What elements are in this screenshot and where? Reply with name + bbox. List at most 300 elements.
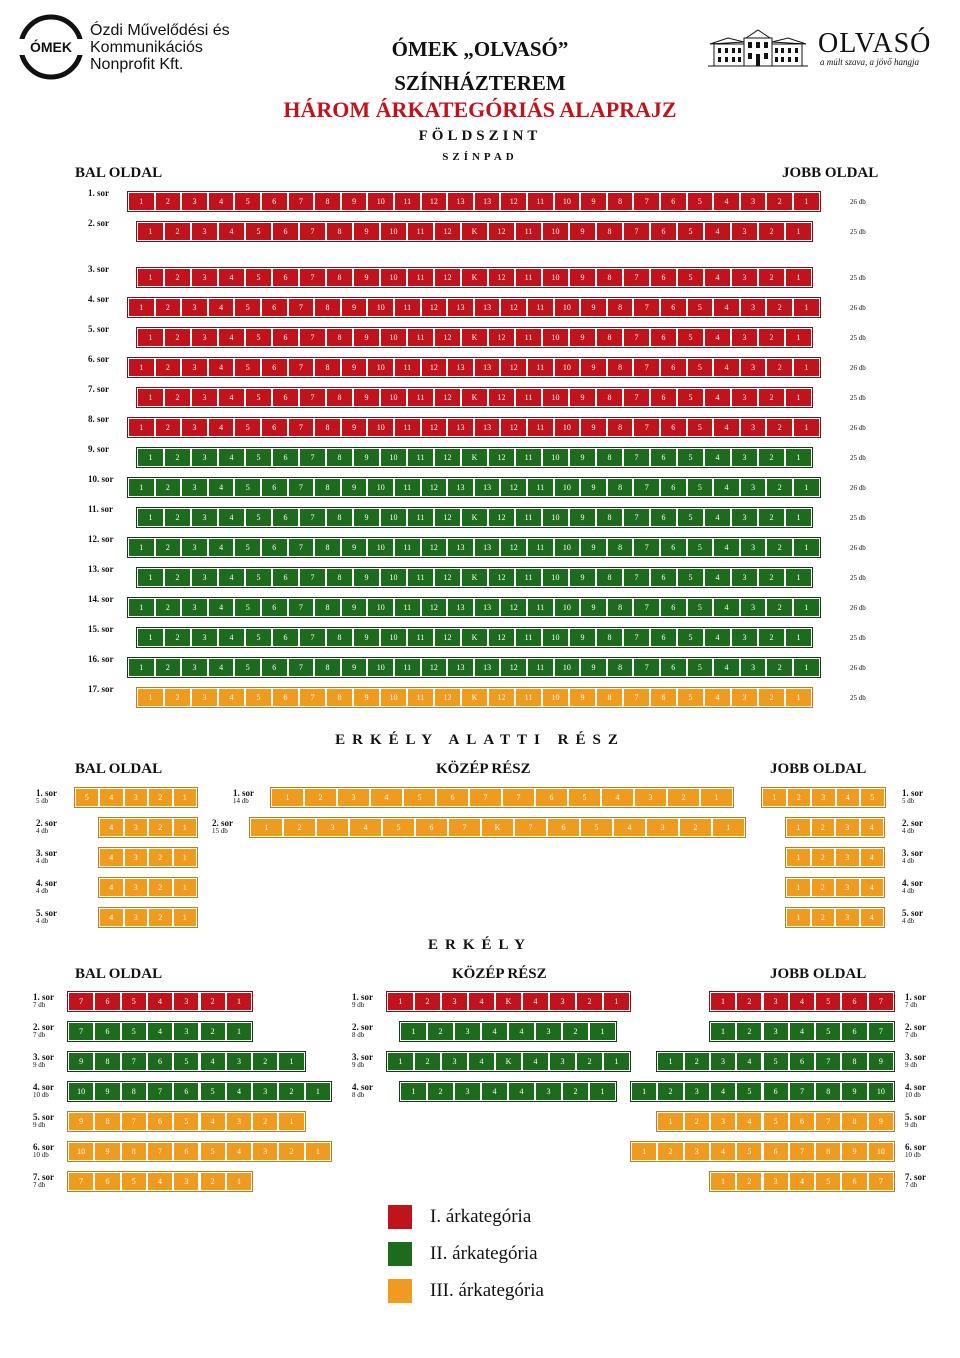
under-balcony-right-row-5-seat[interactable]: 1 [786, 908, 811, 927]
balcony-center-row-3-seat[interactable]: 4 [522, 1052, 549, 1071]
ground-row-5-seat[interactable]: 6 [650, 328, 677, 347]
balcony-left-row-3-seat[interactable]: 6 [147, 1052, 173, 1071]
ground-row-1-seat[interactable]: 10 [367, 192, 394, 211]
ground-row-10-seat[interactable]: 11 [394, 478, 421, 497]
balcony-right-row-3-seat[interactable]: 2 [684, 1052, 710, 1071]
ground-row-5-seat[interactable]: 2 [758, 328, 785, 347]
ground-row-3-seat[interactable]: 6 [272, 268, 299, 287]
ground-row-14-seat[interactable]: 2 [155, 598, 182, 617]
ground-row-12-seat[interactable]: 13 [474, 538, 501, 557]
ground-row-7-seat[interactable]: K [461, 388, 488, 407]
balcony-right-row-3-seat[interactable]: 7 [815, 1052, 841, 1071]
ground-row-12-seat[interactable]: 4 [208, 538, 235, 557]
ground-row-8-seat[interactable]: 1 [793, 418, 820, 437]
balcony-center-row-1-seat[interactable]: 1 [387, 992, 414, 1011]
ground-row-4-seat[interactable]: 4 [208, 298, 235, 317]
balcony-center-row-3-seat[interactable]: 3 [441, 1052, 468, 1071]
balcony-right-row-2-seat[interactable]: 2 [736, 1022, 762, 1041]
ground-row-4-seat[interactable]: 1 [128, 298, 155, 317]
ground-row-16-seat[interactable]: 1 [128, 658, 155, 677]
ground-row-3-seat[interactable]: 4 [704, 268, 731, 287]
ground-row-4-seat[interactable]: 7 [288, 298, 315, 317]
ground-row-15-seat[interactable]: 3 [731, 628, 758, 647]
ground-row-17-seat[interactable]: 4 [704, 688, 731, 707]
ground-row-4-seat[interactable]: 9 [580, 298, 607, 317]
balcony-right-row-1-seat[interactable]: 2 [736, 992, 762, 1011]
under-balcony-center-row-2-seat[interactable]: 7 [448, 818, 481, 837]
ground-row-8-seat[interactable]: 13 [447, 418, 474, 437]
ground-row-9-seat[interactable]: 12 [434, 448, 461, 467]
ground-row-1-seat[interactable]: 2 [766, 192, 793, 211]
under-balcony-left-row-5-seat[interactable]: 4 [99, 908, 124, 927]
ground-row-3-seat[interactable]: 12 [434, 268, 461, 287]
ground-row-6-seat[interactable]: 8 [314, 358, 341, 377]
ground-row-8-seat[interactable]: 5 [687, 418, 714, 437]
balcony-right-row-7-seat[interactable]: 2 [736, 1172, 762, 1191]
ground-row-15-seat[interactable]: 10 [380, 628, 407, 647]
balcony-right-row-6-seat[interactable]: 1 [631, 1142, 657, 1161]
ground-row-6-seat[interactable]: 7 [633, 358, 660, 377]
ground-row-3-seat[interactable]: 12 [488, 268, 515, 287]
balcony-right-row-3-seat[interactable]: 1 [657, 1052, 683, 1071]
ground-row-7-seat[interactable]: 1 [785, 388, 812, 407]
ground-row-7-seat[interactable]: 3 [731, 388, 758, 407]
ground-row-2-seat[interactable]: 5 [677, 222, 704, 241]
under-balcony-right-row-1-seat[interactable]: 4 [836, 788, 861, 807]
ground-row-13-seat[interactable]: 1 [137, 568, 164, 587]
ground-row-10-seat[interactable]: 5 [234, 478, 261, 497]
ground-row-4-seat[interactable]: 6 [261, 298, 288, 317]
ground-row-6-seat[interactable]: 11 [394, 358, 421, 377]
ground-row-11-seat[interactable]: 9 [569, 508, 596, 527]
under-balcony-right-row-5-seat[interactable]: 3 [835, 908, 860, 927]
under-balcony-left-row-5-seat[interactable]: 2 [148, 908, 173, 927]
ground-row-11-seat[interactable]: 2 [164, 508, 191, 527]
ground-row-5-seat[interactable]: 5 [677, 328, 704, 347]
balcony-left-row-5-seat[interactable]: 1 [278, 1112, 304, 1131]
balcony-right-row-2-seat[interactable]: 3 [763, 1022, 789, 1041]
ground-row-16-seat[interactable]: 2 [155, 658, 182, 677]
ground-row-16-seat[interactable]: 4 [713, 658, 740, 677]
ground-row-1-seat[interactable]: 8 [314, 192, 341, 211]
balcony-left-row-2-seat[interactable]: 5 [121, 1022, 147, 1041]
ground-row-1-seat[interactable]: 5 [687, 192, 714, 211]
ground-row-11-seat[interactable]: 1 [137, 508, 164, 527]
balcony-right-row-5-seat[interactable]: 2 [684, 1112, 710, 1131]
ground-row-3-seat[interactable]: 1 [785, 268, 812, 287]
ground-row-3-seat[interactable]: 2 [758, 268, 785, 287]
ground-row-8-seat[interactable]: 8 [607, 418, 634, 437]
ground-row-11-seat[interactable]: 3 [191, 508, 218, 527]
ground-row-4-seat[interactable]: 13 [474, 298, 501, 317]
balcony-center-row-4-seat[interactable]: 4 [508, 1082, 535, 1101]
ground-row-13-seat[interactable]: 8 [326, 568, 353, 587]
ground-row-7-seat[interactable]: 5 [245, 388, 272, 407]
ground-row-2-seat[interactable]: 7 [299, 222, 326, 241]
under-balcony-center-row-2-seat[interactable]: 5 [382, 818, 415, 837]
balcony-left-row-3-seat[interactable]: 1 [278, 1052, 304, 1071]
ground-row-15-seat[interactable]: 5 [245, 628, 272, 647]
under-balcony-left-row-1-seat[interactable]: 4 [99, 788, 124, 807]
under-balcony-center-row-2-seat[interactable]: 6 [547, 818, 580, 837]
ground-row-14-seat[interactable]: 1 [128, 598, 155, 617]
ground-row-3-seat[interactable]: 6 [650, 268, 677, 287]
ground-row-16-seat[interactable]: 6 [660, 658, 687, 677]
ground-row-9-seat[interactable]: 6 [272, 448, 299, 467]
ground-row-4-seat[interactable]: 5 [687, 298, 714, 317]
balcony-center-row-4-seat[interactable]: 3 [454, 1082, 481, 1101]
ground-row-9-seat[interactable]: 2 [164, 448, 191, 467]
ground-row-6-seat[interactable]: 5 [234, 358, 261, 377]
ground-row-8-seat[interactable]: 3 [740, 418, 767, 437]
ground-row-5-seat[interactable]: 10 [542, 328, 569, 347]
ground-row-1-seat[interactable]: 5 [234, 192, 261, 211]
ground-row-12-seat[interactable]: 6 [261, 538, 288, 557]
under-balcony-right-row-5-seat[interactable]: 2 [811, 908, 836, 927]
ground-row-15-seat[interactable]: 12 [488, 628, 515, 647]
balcony-left-row-4-seat[interactable]: 9 [94, 1082, 120, 1101]
ground-row-1-seat[interactable]: 4 [208, 192, 235, 211]
balcony-right-row-1-seat[interactable]: 4 [789, 992, 815, 1011]
ground-row-3-seat[interactable]: 2 [164, 268, 191, 287]
balcony-left-row-2-seat[interactable]: 6 [94, 1022, 120, 1041]
ground-row-1-seat[interactable]: 8 [607, 192, 634, 211]
ground-row-9-seat[interactable]: 8 [596, 448, 623, 467]
under-balcony-center-row-2-seat[interactable]: K [481, 818, 514, 837]
balcony-right-row-5-seat[interactable]: 3 [710, 1112, 736, 1131]
ground-row-5-seat[interactable]: 2 [164, 328, 191, 347]
ground-row-8-seat[interactable]: 10 [367, 418, 394, 437]
balcony-right-row-4-seat[interactable]: 10 [868, 1082, 894, 1101]
ground-row-12-seat[interactable]: 5 [687, 538, 714, 557]
balcony-center-row-1-seat[interactable]: K [495, 992, 522, 1011]
balcony-left-row-6-seat[interactable]: 9 [94, 1142, 120, 1161]
ground-row-1-seat[interactable]: 11 [527, 192, 554, 211]
ground-row-13-seat[interactable]: 6 [650, 568, 677, 587]
balcony-left-row-6-seat[interactable]: 2 [278, 1142, 304, 1161]
under-balcony-left-row-4-seat[interactable]: 1 [173, 878, 198, 897]
under-balcony-center-row-1-seat[interactable]: 3 [634, 788, 667, 807]
ground-row-10-seat[interactable]: 10 [367, 478, 394, 497]
ground-row-5-seat[interactable]: 1 [137, 328, 164, 347]
ground-row-10-seat[interactable]: 12 [500, 478, 527, 497]
balcony-right-row-3-seat[interactable]: 8 [841, 1052, 867, 1071]
ground-row-2-seat[interactable]: 2 [164, 222, 191, 241]
balcony-center-row-4-seat[interactable]: 1 [589, 1082, 616, 1101]
ground-row-12-seat[interactable]: 2 [766, 538, 793, 557]
ground-row-2-seat[interactable]: K [461, 222, 488, 241]
ground-row-2-seat[interactable]: 5 [245, 222, 272, 241]
ground-row-9-seat[interactable]: 5 [245, 448, 272, 467]
balcony-left-row-5-seat[interactable]: 8 [94, 1112, 120, 1131]
under-balcony-center-row-1-seat[interactable]: 5 [403, 788, 436, 807]
balcony-left-row-1-seat[interactable]: 3 [173, 992, 199, 1011]
ground-row-10-seat[interactable]: 12 [421, 478, 448, 497]
ground-row-5-seat[interactable]: 9 [353, 328, 380, 347]
ground-row-15-seat[interactable]: 7 [299, 628, 326, 647]
balcony-right-row-6-seat[interactable]: 5 [736, 1142, 762, 1161]
ground-row-8-seat[interactable]: 10 [554, 418, 581, 437]
ground-row-16-seat[interactable]: 4 [208, 658, 235, 677]
ground-row-3-seat[interactable]: 9 [569, 268, 596, 287]
ground-row-12-seat[interactable]: 11 [527, 538, 554, 557]
ground-row-11-seat[interactable]: 8 [326, 508, 353, 527]
ground-row-14-seat[interactable]: 8 [314, 598, 341, 617]
under-balcony-right-row-2-seat[interactable]: 2 [811, 818, 836, 837]
ground-row-3-seat[interactable]: 7 [299, 268, 326, 287]
ground-row-17-seat[interactable]: 1 [137, 688, 164, 707]
ground-row-11-seat[interactable]: 12 [434, 508, 461, 527]
ground-row-6-seat[interactable]: 9 [580, 358, 607, 377]
ground-row-13-seat[interactable]: 10 [542, 568, 569, 587]
ground-row-15-seat[interactable]: 7 [623, 628, 650, 647]
ground-row-6-seat[interactable]: 10 [554, 358, 581, 377]
ground-row-12-seat[interactable]: 10 [554, 538, 581, 557]
ground-row-12-seat[interactable]: 9 [341, 538, 368, 557]
balcony-right-row-7-seat[interactable]: 1 [710, 1172, 736, 1191]
balcony-right-row-4-seat[interactable]: 8 [815, 1082, 841, 1101]
ground-row-12-seat[interactable]: 7 [633, 538, 660, 557]
balcony-center-row-4-seat[interactable]: 2 [427, 1082, 454, 1101]
ground-row-1-seat[interactable]: 7 [633, 192, 660, 211]
ground-row-2-seat[interactable]: 8 [596, 222, 623, 241]
under-balcony-left-row-1-seat[interactable]: 5 [75, 788, 100, 807]
ground-row-16-seat[interactable]: 9 [341, 658, 368, 677]
ground-row-13-seat[interactable]: 5 [245, 568, 272, 587]
balcony-right-row-4-seat[interactable]: 1 [631, 1082, 657, 1101]
ground-row-6-seat[interactable]: 4 [713, 358, 740, 377]
ground-row-9-seat[interactable]: 7 [299, 448, 326, 467]
ground-row-2-seat[interactable]: 9 [569, 222, 596, 241]
ground-row-4-seat[interactable]: 12 [500, 298, 527, 317]
ground-row-11-seat[interactable]: 11 [515, 508, 542, 527]
ground-row-3-seat[interactable]: 3 [731, 268, 758, 287]
ground-row-10-seat[interactable]: 9 [341, 478, 368, 497]
balcony-center-row-3-seat[interactable]: 1 [387, 1052, 414, 1071]
ground-row-8-seat[interactable]: 4 [713, 418, 740, 437]
ground-row-10-seat[interactable]: 9 [580, 478, 607, 497]
ground-row-5-seat[interactable]: 8 [326, 328, 353, 347]
ground-row-17-seat[interactable]: 3 [731, 688, 758, 707]
under-balcony-right-row-3-seat[interactable]: 2 [811, 848, 836, 867]
ground-row-12-seat[interactable]: 11 [394, 538, 421, 557]
ground-row-11-seat[interactable]: 6 [650, 508, 677, 527]
balcony-left-row-2-seat[interactable]: 4 [147, 1022, 173, 1041]
ground-row-15-seat[interactable]: 4 [218, 628, 245, 647]
balcony-right-row-6-seat[interactable]: 2 [657, 1142, 683, 1161]
ground-row-15-seat[interactable]: 3 [191, 628, 218, 647]
ground-row-6-seat[interactable]: 2 [766, 358, 793, 377]
ground-row-15-seat[interactable]: 2 [164, 628, 191, 647]
ground-row-13-seat[interactable]: 9 [569, 568, 596, 587]
ground-row-3-seat[interactable]: 7 [623, 268, 650, 287]
ground-row-14-seat[interactable]: 7 [633, 598, 660, 617]
ground-row-5-seat[interactable]: 1 [785, 328, 812, 347]
ground-row-6-seat[interactable]: 11 [527, 358, 554, 377]
ground-row-3-seat[interactable]: 8 [596, 268, 623, 287]
balcony-left-row-7-seat[interactable]: 7 [68, 1172, 94, 1191]
ground-row-4-seat[interactable]: 1 [793, 298, 820, 317]
ground-row-12-seat[interactable]: 9 [580, 538, 607, 557]
ground-row-1-seat[interactable]: 13 [447, 192, 474, 211]
ground-row-7-seat[interactable]: 2 [758, 388, 785, 407]
balcony-right-row-4-seat[interactable]: 6 [763, 1082, 789, 1101]
balcony-right-row-1-seat[interactable]: 7 [868, 992, 894, 1011]
ground-row-3-seat[interactable]: 10 [542, 268, 569, 287]
ground-row-3-seat[interactable]: 10 [380, 268, 407, 287]
ground-row-2-seat[interactable]: 4 [218, 222, 245, 241]
under-balcony-center-row-2-seat[interactable]: 2 [283, 818, 316, 837]
under-balcony-center-row-2-seat[interactable]: 4 [613, 818, 646, 837]
ground-row-15-seat[interactable]: 2 [758, 628, 785, 647]
balcony-left-row-7-seat[interactable]: 2 [200, 1172, 226, 1191]
under-balcony-right-row-2-seat[interactable]: 3 [835, 818, 860, 837]
ground-row-12-seat[interactable]: 3 [740, 538, 767, 557]
balcony-left-row-5-seat[interactable]: 5 [173, 1112, 199, 1131]
ground-row-10-seat[interactable]: 5 [687, 478, 714, 497]
balcony-center-row-1-seat[interactable]: 4 [522, 992, 549, 1011]
balcony-left-row-6-seat[interactable]: 8 [121, 1142, 147, 1161]
ground-row-8-seat[interactable]: 2 [155, 418, 182, 437]
under-balcony-left-row-2-seat[interactable]: 4 [99, 818, 124, 837]
under-balcony-center-row-1-seat[interactable]: 1 [700, 788, 733, 807]
under-balcony-center-row-2-seat[interactable]: 3 [646, 818, 679, 837]
ground-row-5-seat[interactable]: 7 [299, 328, 326, 347]
balcony-left-row-2-seat[interactable]: 7 [68, 1022, 94, 1041]
ground-row-14-seat[interactable]: 7 [288, 598, 315, 617]
under-balcony-right-row-1-seat[interactable]: 1 [762, 788, 787, 807]
ground-row-6-seat[interactable]: 1 [128, 358, 155, 377]
balcony-left-row-7-seat[interactable]: 3 [173, 1172, 199, 1191]
balcony-center-row-3-seat[interactable]: 2 [576, 1052, 603, 1071]
ground-row-5-seat[interactable]: 9 [569, 328, 596, 347]
balcony-center-row-2-seat[interactable]: 3 [535, 1022, 562, 1041]
ground-row-16-seat[interactable]: 12 [421, 658, 448, 677]
balcony-left-row-5-seat[interactable]: 6 [147, 1112, 173, 1131]
ground-row-7-seat[interactable]: 7 [623, 388, 650, 407]
ground-row-5-seat[interactable]: 7 [623, 328, 650, 347]
ground-row-17-seat[interactable]: 10 [380, 688, 407, 707]
ground-row-2-seat[interactable]: 10 [380, 222, 407, 241]
ground-row-7-seat[interactable]: 10 [542, 388, 569, 407]
ground-row-10-seat[interactable]: 1 [793, 478, 820, 497]
ground-row-12-seat[interactable]: 10 [367, 538, 394, 557]
ground-row-10-seat[interactable]: 7 [288, 478, 315, 497]
balcony-right-row-1-seat[interactable]: 3 [763, 992, 789, 1011]
ground-row-11-seat[interactable]: 7 [623, 508, 650, 527]
ground-row-16-seat[interactable]: 13 [447, 658, 474, 677]
ground-row-1-seat[interactable]: 11 [394, 192, 421, 211]
ground-row-6-seat[interactable]: 10 [367, 358, 394, 377]
ground-row-16-seat[interactable]: 12 [500, 658, 527, 677]
balcony-right-row-7-seat[interactable]: 6 [841, 1172, 867, 1191]
ground-row-7-seat[interactable]: 12 [488, 388, 515, 407]
under-balcony-right-row-5-seat[interactable]: 4 [860, 908, 885, 927]
ground-row-17-seat[interactable]: 5 [677, 688, 704, 707]
under-balcony-right-row-3-seat[interactable]: 3 [835, 848, 860, 867]
balcony-left-row-7-seat[interactable]: 1 [226, 1172, 252, 1191]
balcony-right-row-2-seat[interactable]: 5 [815, 1022, 841, 1041]
balcony-center-row-2-seat[interactable]: 3 [454, 1022, 481, 1041]
ground-row-5-seat[interactable]: 6 [272, 328, 299, 347]
balcony-right-row-3-seat[interactable]: 3 [710, 1052, 736, 1071]
balcony-center-row-1-seat[interactable]: 3 [441, 992, 468, 1011]
ground-row-2-seat[interactable]: 4 [704, 222, 731, 241]
balcony-center-row-1-seat[interactable]: 3 [549, 992, 576, 1011]
ground-row-1-seat[interactable]: 1 [793, 192, 820, 211]
balcony-right-row-2-seat[interactable]: 6 [841, 1022, 867, 1041]
ground-row-17-seat[interactable]: 7 [623, 688, 650, 707]
ground-row-10-seat[interactable]: 4 [208, 478, 235, 497]
ground-row-16-seat[interactable]: 8 [607, 658, 634, 677]
balcony-left-row-6-seat[interactable]: 3 [252, 1142, 278, 1161]
ground-row-16-seat[interactable]: 8 [314, 658, 341, 677]
balcony-right-row-1-seat[interactable]: 1 [710, 992, 736, 1011]
ground-row-14-seat[interactable]: 5 [687, 598, 714, 617]
under-balcony-center-row-1-seat[interactable]: 4 [601, 788, 634, 807]
ground-row-5-seat[interactable]: 4 [704, 328, 731, 347]
ground-row-8-seat[interactable]: 12 [500, 418, 527, 437]
ground-row-5-seat[interactable]: 12 [488, 328, 515, 347]
ground-row-11-seat[interactable]: 11 [407, 508, 434, 527]
ground-row-1-seat[interactable]: 1 [128, 192, 155, 211]
balcony-left-row-7-seat[interactable]: 6 [94, 1172, 120, 1191]
ground-row-12-seat[interactable]: 12 [500, 538, 527, 557]
balcony-left-row-4-seat[interactable]: 3 [252, 1082, 278, 1101]
ground-row-4-seat[interactable]: 2 [766, 298, 793, 317]
balcony-right-row-5-seat[interactable]: 4 [736, 1112, 762, 1131]
ground-row-15-seat[interactable]: 5 [677, 628, 704, 647]
balcony-left-row-3-seat[interactable]: 5 [173, 1052, 199, 1071]
ground-row-14-seat[interactable]: 6 [660, 598, 687, 617]
ground-row-17-seat[interactable]: K [461, 688, 488, 707]
ground-row-17-seat[interactable]: 2 [164, 688, 191, 707]
ground-row-17-seat[interactable]: 11 [407, 688, 434, 707]
balcony-right-row-6-seat[interactable]: 10 [868, 1142, 894, 1161]
under-balcony-left-row-1-seat[interactable]: 1 [173, 788, 198, 807]
ground-row-10-seat[interactable]: 6 [261, 478, 288, 497]
ground-row-15-seat[interactable]: 10 [542, 628, 569, 647]
ground-row-4-seat[interactable]: 3 [181, 298, 208, 317]
ground-row-3-seat[interactable]: 1 [137, 268, 164, 287]
ground-row-4-seat[interactable]: 11 [394, 298, 421, 317]
balcony-right-row-7-seat[interactable]: 7 [868, 1172, 894, 1191]
ground-row-17-seat[interactable]: 6 [272, 688, 299, 707]
ground-row-15-seat[interactable]: 11 [407, 628, 434, 647]
ground-row-14-seat[interactable]: 12 [500, 598, 527, 617]
ground-row-12-seat[interactable]: 12 [421, 538, 448, 557]
ground-row-8-seat[interactable]: 5 [234, 418, 261, 437]
under-balcony-left-row-4-seat[interactable]: 2 [148, 878, 173, 897]
ground-row-8-seat[interactable]: 7 [633, 418, 660, 437]
balcony-left-row-4-seat[interactable]: 8 [121, 1082, 147, 1101]
ground-row-9-seat[interactable]: 10 [542, 448, 569, 467]
ground-row-2-seat[interactable]: 11 [515, 222, 542, 241]
ground-row-14-seat[interactable]: 3 [740, 598, 767, 617]
ground-row-17-seat[interactable]: 11 [515, 688, 542, 707]
ground-row-9-seat[interactable]: 5 [677, 448, 704, 467]
balcony-center-row-3-seat[interactable]: 1 [603, 1052, 630, 1071]
ground-row-16-seat[interactable]: 11 [527, 658, 554, 677]
ground-row-8-seat[interactable]: 1 [128, 418, 155, 437]
balcony-left-row-2-seat[interactable]: 2 [200, 1022, 226, 1041]
ground-row-7-seat[interactable]: 8 [326, 388, 353, 407]
ground-row-1-seat[interactable]: 13 [474, 192, 501, 211]
under-balcony-right-row-4-seat[interactable]: 3 [835, 878, 860, 897]
ground-row-4-seat[interactable]: 10 [367, 298, 394, 317]
ground-row-12-seat[interactable]: 8 [314, 538, 341, 557]
under-balcony-left-row-1-seat[interactable]: 2 [148, 788, 173, 807]
